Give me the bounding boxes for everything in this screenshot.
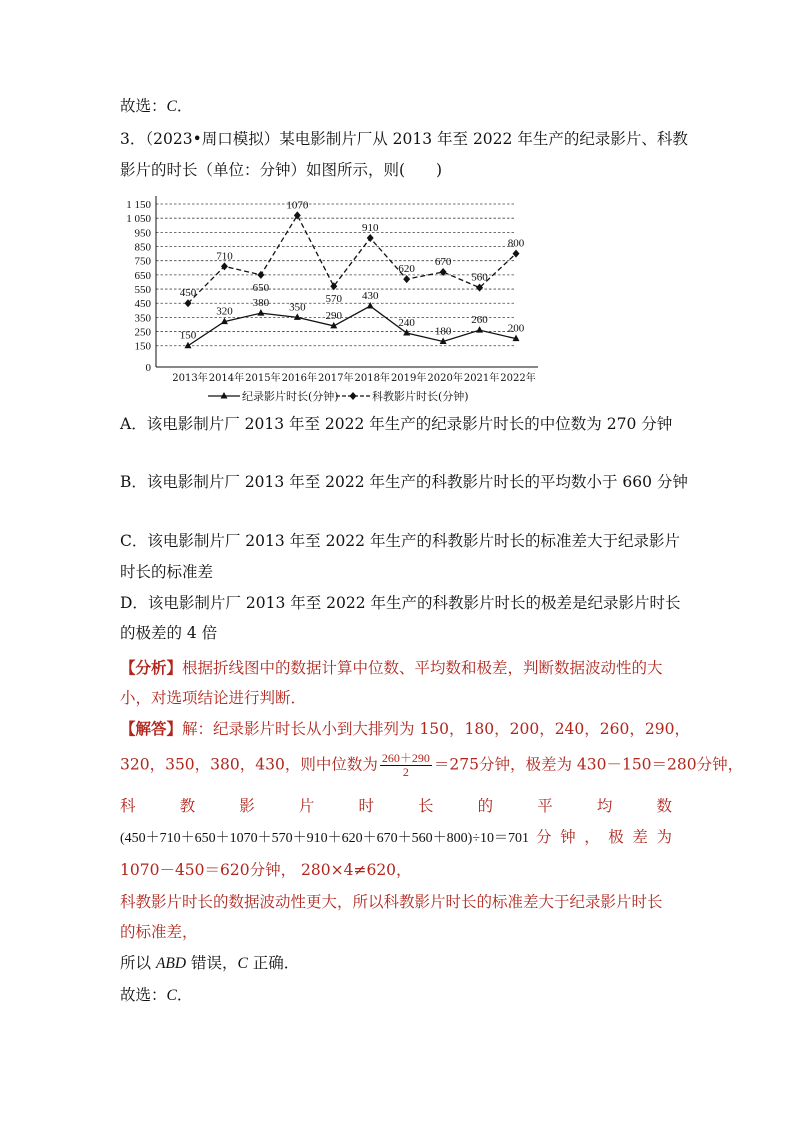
question-line-2 <box>120 159 442 181</box>
solution-line-5: 1070－450＝620分钟， 280×4≠620， <box>120 861 412 879</box>
x-tick-label: 2017年 <box>318 373 354 384</box>
science-data-label: 1070 <box>286 199 309 212</box>
solution-line-1 <box>120 718 690 740</box>
question-number: 3． <box>120 130 146 148</box>
x-tick-label: 2020年 <box>427 373 463 384</box>
question-text-2: 影片的时长（单位：分钟）如图所示，则( ) <box>120 161 443 179</box>
science-point <box>367 234 374 242</box>
solution-line-3-char: 均 <box>596 797 613 815</box>
legend-documentary-label: 纪录影片时长(分钟) <box>242 390 339 403</box>
legend-triangle-icon <box>221 392 228 399</box>
science-data-label: 800 <box>507 237 525 250</box>
x-tick-label: 2018年 <box>354 373 390 384</box>
solution-line-4-char: 差 <box>632 828 648 846</box>
science-data-label: 670 <box>434 256 452 269</box>
answer-letter: C <box>166 98 177 115</box>
solution-text-1: 解：纪录影片时长从小到大排列为 150，180，200，240，260，290， <box>182 720 690 738</box>
documentary-point <box>403 329 410 336</box>
analysis-line-2: 小，对选项结论进行判断． <box>120 689 307 707</box>
documentary-data-label: 290 <box>325 309 343 322</box>
x-tick-label: 2016年 <box>281 373 318 384</box>
solution-text-8c: 错误， <box>186 954 238 972</box>
solution-line-3-char: 数 <box>656 797 672 815</box>
final-answer-end: ． <box>176 986 193 1004</box>
option-b: B．该电影制片厂 2013 年至 2022 年生产的科教影片时长的平均数小于 660 分钟 <box>120 473 688 491</box>
documentary-point <box>257 309 264 316</box>
x-tick-label: 2019年 <box>390 373 427 384</box>
legend-diamond-icon <box>350 392 357 400</box>
solution-line-7: 的标准差， <box>120 923 198 941</box>
solution-line-4-char: ， <box>584 828 600 846</box>
solution-line-3-char: 教 <box>179 797 196 815</box>
solution-line-3-char: 的 <box>477 797 494 815</box>
wrong-options: ABD <box>155 955 187 972</box>
documentary-data-label: 320 <box>216 305 233 318</box>
question-source: （2023•周口模拟） <box>145 130 280 148</box>
solution-text-8a: 所以 <box>120 954 156 972</box>
documentary-data-label: 260 <box>471 314 488 327</box>
documentary-data-label: 200 <box>507 322 525 335</box>
y-tick-label: 350 <box>134 312 151 325</box>
science-data-label: 650 <box>252 281 270 294</box>
solution-line-3-char: 平 <box>537 797 553 815</box>
question-line-1 <box>120 128 688 150</box>
solution-line-6: 科教影片时长的数据波动性更大，所以科教影片时长的标准差大于纪录影片时长 <box>120 893 663 911</box>
x-tick-label: 2015年 <box>245 373 281 384</box>
solution-line-4-char: 为 <box>656 828 672 846</box>
documentary-point <box>476 326 483 333</box>
documentary-data-label: 430 <box>361 290 379 303</box>
science-data-label: 450 <box>179 287 197 300</box>
option-d-line-1: D．该电影制片厂 2013 年至 2022 年生产的科教影片时长的极差是纪录影片时长 <box>120 594 681 612</box>
y-tick-label: 550 <box>134 284 151 297</box>
analysis-text-1: 根据折线图中的数据计算中位数、平均数和极差，判断数据波动性的大 <box>182 659 663 677</box>
fraction-numerator: 260＋290 <box>381 751 430 765</box>
answer-prefix: 故选： <box>120 97 167 115</box>
option-c-line-1: C．该电影制片厂 2013 年至 2022 年生产的科教影片时长的标准差大于纪录影片 <box>120 532 680 550</box>
answer-end: ． <box>176 97 193 115</box>
solution-line-3-char: 科 <box>120 797 136 815</box>
science-point <box>403 275 410 283</box>
series-documentary-line <box>188 306 516 346</box>
documentary-point <box>185 342 192 349</box>
mean-expression: (450＋710＋650＋1070＋570＋910＋620＋670＋560＋800)÷10＝701 <box>120 831 530 846</box>
legend-science-label: 科教影片时长(分钟) <box>372 390 469 403</box>
final-answer-prefix: 故选： <box>120 986 167 1004</box>
solution-line-3-char: 影 <box>239 797 255 815</box>
option-a: A．该电影制片厂 2013 年至 2022 年生产的纪录影片时长的中位数为 270 分钟 <box>120 415 673 433</box>
solution-line-4 <box>120 826 672 850</box>
science-data-label: 620 <box>398 263 415 276</box>
chart-series <box>185 211 520 348</box>
solution-tag: 【解答】 <box>120 719 183 738</box>
solution-line-8 <box>120 952 299 975</box>
y-tick-label: 850 <box>134 241 151 254</box>
solution-text-2a: 320，350，380，430，则中位数为 <box>120 755 378 774</box>
median-fraction <box>380 752 432 779</box>
y-tick-label: 150 <box>134 340 151 353</box>
documentary-data-label: 350 <box>289 301 306 314</box>
solution-line-3-char: 时 <box>358 797 374 815</box>
fraction-denominator: 2 <box>402 765 409 779</box>
solution-line-2 <box>120 752 743 779</box>
x-tick-label: 2014年 <box>208 373 245 384</box>
analysis-tag: 【分析】 <box>120 658 183 677</box>
final-answer-line <box>120 984 192 1007</box>
x-axis-ticks <box>172 371 535 384</box>
science-data-label: 710 <box>216 250 233 263</box>
documentary-data-label: 240 <box>398 316 415 329</box>
y-tick-label: 750 <box>134 255 151 268</box>
documentary-data-label: 180 <box>434 325 452 338</box>
y-tick-label: 1 050 <box>126 213 151 226</box>
documentary-data-label: 150 <box>179 329 197 342</box>
previous-answer-line <box>120 95 192 118</box>
y-tick-label: 650 <box>134 269 151 282</box>
correct-option: C <box>237 955 248 972</box>
solution-text-8e: 正确． <box>247 954 300 972</box>
solution-line-3-char: 片 <box>298 797 315 815</box>
y-tick-label: 1 150 <box>126 199 151 211</box>
science-data-label: 560 <box>471 271 488 284</box>
analysis-line-1 <box>120 657 663 679</box>
solution-line-4-words <box>536 826 672 848</box>
y-tick-label: 450 <box>134 298 151 311</box>
y-tick-label: 950 <box>134 227 151 240</box>
option-c-line-2: 时长的标准差 <box>120 563 214 581</box>
science-data-label: 910 <box>361 222 379 235</box>
solution-line-4-char: 极 <box>608 828 624 846</box>
option-d-line-2: 的极差的 4 倍 <box>120 624 218 642</box>
line-chart <box>118 192 558 407</box>
solution-line-4-char: 钟 <box>560 828 576 846</box>
x-tick-label: 2013年 <box>172 373 208 384</box>
documentary-data-label: 380 <box>252 297 270 310</box>
science-data-label: 570 <box>325 293 343 306</box>
x-tick-label: 2021年 <box>463 373 500 384</box>
y-axis-ticks <box>126 199 151 374</box>
science-point <box>513 250 520 258</box>
y-tick-label: 0 <box>145 362 151 374</box>
question-text-1: 某电影制片厂从 2013 年至 2022 年生产的纪录影片、科教 <box>279 130 688 148</box>
solution-line-4-char: 分 <box>536 828 552 846</box>
y-tick-label: 250 <box>134 326 151 339</box>
final-answer-letter: C <box>166 987 177 1004</box>
solution-text-2b: ＝275分钟，极差为 430－150＝280分钟， <box>433 755 744 774</box>
solution-line-3 <box>120 795 672 817</box>
x-tick-label: 2022年 <box>500 373 536 384</box>
chart-legend <box>208 389 469 403</box>
solution-line-3-char: 长 <box>418 797 434 815</box>
